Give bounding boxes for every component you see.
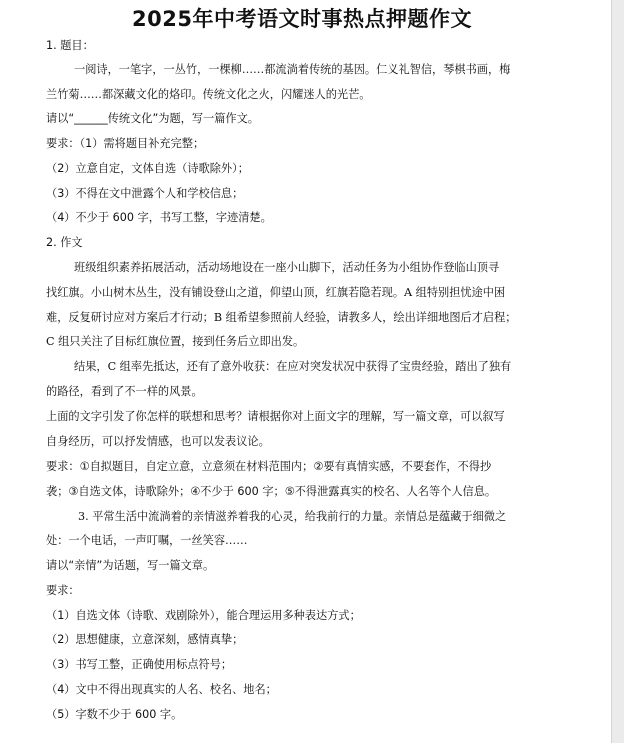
question-1-material-line: 一阅诗，一笔字，一丛竹，一棵柳……都流淌着传统的基因。仁义礼智信，琴棋书画，梅 bbox=[74, 63, 511, 76]
requirement-line: 要求： bbox=[46, 584, 80, 597]
requirement-line: （3）不得在文中泄露个人和学校信息； bbox=[46, 187, 244, 200]
question-2-material-line: 结果，C 组率先抵达，还有了意外收获：在应对突发状况中获得了宝贵经验，踏出了独有 bbox=[74, 360, 512, 373]
requirement-line: （3）书写工整，正确使用标点符号； bbox=[46, 658, 233, 671]
requirement-line: （4）文中不得出现真实的人名、校名、地名； bbox=[46, 683, 277, 696]
requirement-line: （1）自选文体（诗歌、戏剧除外），能合理运用多种表达方式； bbox=[46, 609, 361, 622]
question-3-material-line: 处：一个电话，一声叮嘱，一丝笑容…… bbox=[46, 534, 248, 547]
question-1-heading: 1. 题目： bbox=[46, 39, 94, 52]
question-2-material-line: 的路径，看到了不一样的风景。 bbox=[46, 385, 203, 398]
question-3-material-line: 3. 平常生活中流淌着的亲情滋养着我的心灵，给我前行的力量。亲情总是蕴藏于细微之 bbox=[78, 510, 507, 523]
question-3-prompt: 请以“亲情”为话题，写一篇文章。 bbox=[46, 559, 215, 572]
question-1-material-line: 兰竹菊……都深藏文化的烙印。传统文化之火，闪耀迷人的光芒。 bbox=[46, 88, 371, 101]
question-2-heading: 2. 作文 bbox=[46, 236, 83, 249]
question-2-prompt: 上面的文字引发了你怎样的联想和思考？请根据你对上面文字的理解，写一篇文章，可以叙写 bbox=[46, 410, 505, 423]
question-2-material-line: 班级组织素养拓展活动，活动场地设在一座小山脚下，活动任务为小组协作登临山顶寻 bbox=[74, 261, 500, 274]
question-2-material-line: 难，反复研讨应对方案后才行动；B 组希望参照前人经验，请教多人，绘出详细地图后才启程； bbox=[46, 311, 517, 324]
vertical-scrollbar[interactable] bbox=[611, 0, 624, 743]
requirement-line: （2）立意自定，文体自选（诗歌除外）； bbox=[46, 162, 249, 175]
requirement-line: （5）字数不少于 600 字。 bbox=[46, 708, 183, 721]
question-2-material-line: 找红旗。小山树木丛生，没有铺设登山之道，仰望山顶，红旗若隐若现。A 组特别担忧途中困 bbox=[46, 286, 506, 299]
requirement-line: （4）不少于 600 字，书写工整，字迹清楚。 bbox=[46, 211, 272, 224]
question-2-prompt: 自身经历，可以抒发情感，也可以发表议论。 bbox=[46, 435, 270, 448]
question-2-material-line: C 组只关注了目标红旗位置，接到任务后立即出发。 bbox=[46, 335, 305, 348]
question-1-prompt: 请以“______传统文化”为题，写一篇作文。 bbox=[46, 112, 259, 125]
requirement-line: 要求：①自拟题目，自定立意，立意须在材料范围内；②要有真情实感，不要套作，不得抄 bbox=[46, 460, 492, 473]
requirement-line: （2）思想健康，立意深刻，感情真挚； bbox=[46, 633, 244, 646]
requirement-line: 袭；③自选文体，诗歌除外；④不少于 600 字；⑤不得泄露真实的校名、人名等个人信息。 bbox=[46, 485, 497, 498]
requirement-line: 要求：（1）需将题目补充完整； bbox=[46, 137, 205, 150]
page-title: 2025年中考语文时事热点押题作文 bbox=[132, 7, 472, 31]
